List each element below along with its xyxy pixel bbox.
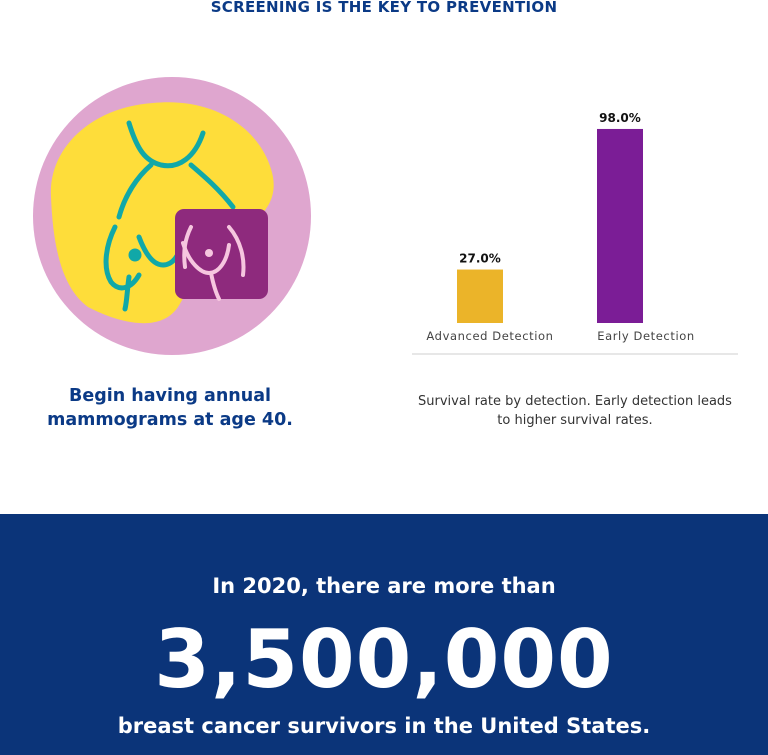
x-tick-label-advanced-detection: Advanced Detection [426, 329, 554, 343]
survivors-banner [0, 514, 768, 755]
survivor-count: 3,500,000 [154, 613, 614, 706]
mammogram-illustration-icon [33, 77, 311, 355]
survival-rate-chart [412, 100, 740, 360]
survival-rate-chart-svg [412, 100, 740, 360]
chart-caption: Survival rate by detection. Early detection leads to higher survival rates. [418, 394, 732, 428]
banner-intro-text: In 2020, there are more than [212, 574, 556, 598]
x-tick-label-early-detection: Early Detection [597, 329, 695, 343]
bar-early-detection [597, 129, 643, 323]
bar-advanced-detection [457, 270, 503, 323]
data-label-advanced-detection: 27.0% [459, 251, 501, 266]
mammogram-age-caption: Begin having annual mammograms at age 40. [47, 386, 293, 430]
page-title: SCREENING IS THE KEY TO PREVENTION [210, 0, 558, 16]
banner-outro-text: breast cancer survivors in the United States. [117, 714, 651, 738]
data-label-early-detection: 98.0% [599, 110, 641, 125]
